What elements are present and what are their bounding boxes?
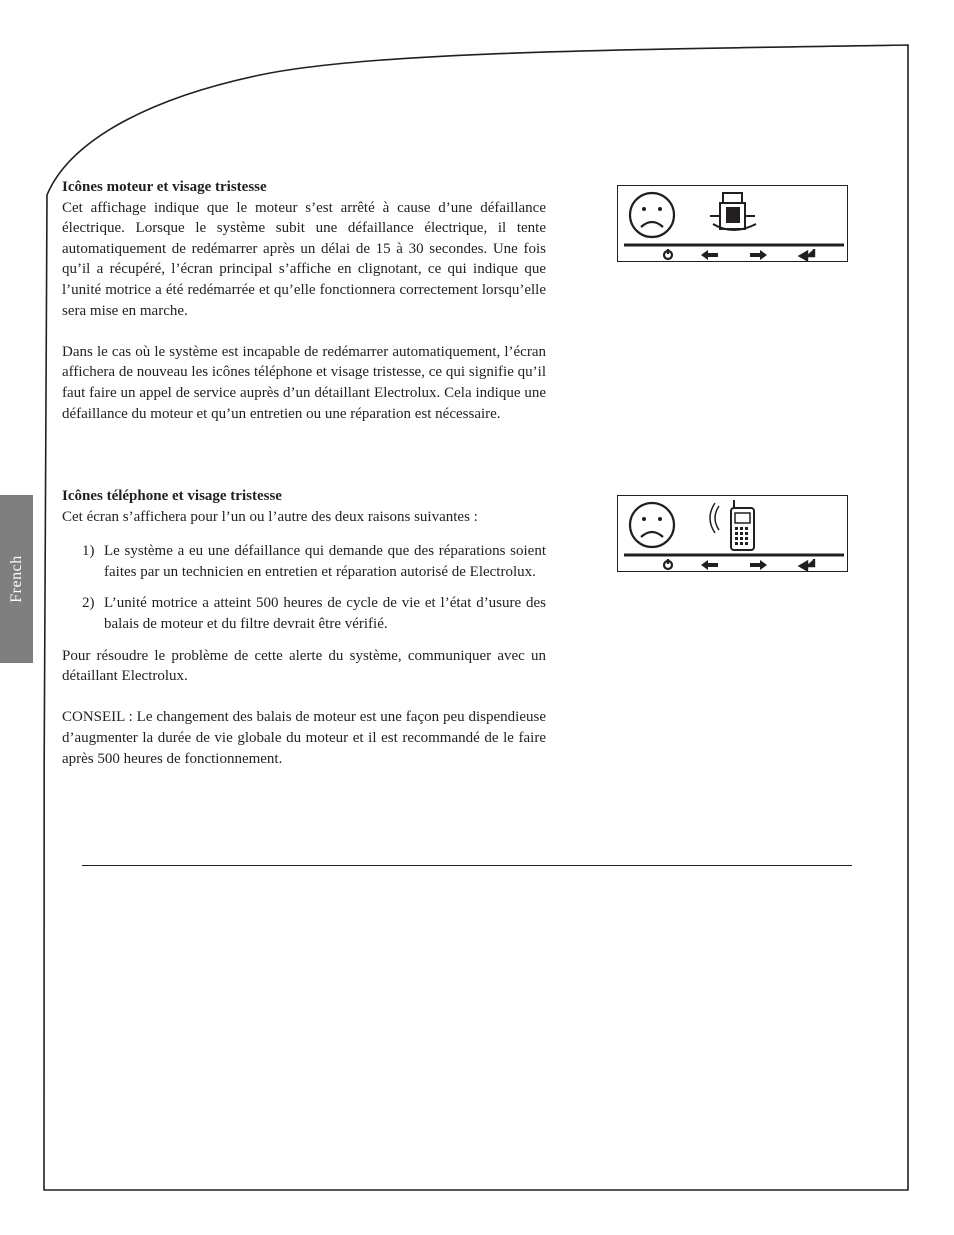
reasons-list	[62, 541, 546, 634]
list-item-number: 2)	[82, 595, 95, 612]
sad-face-icon	[630, 503, 674, 547]
enter-icon	[800, 249, 814, 260]
section-motor-paragraph-2: Dans le cas où le système est incapable de redémarrer automatiquement, l’écran affichera de nouveau les icônes téléphone et visage tristesse, ce qui signifie qu’il faut faire un appel de service auprès d’un détaillant Electrolux. Cela indique une défaillance du moteur et qu’un entretien ou une réparation est nécessaire.	[62, 343, 546, 422]
section-motor	[62, 177, 546, 424]
language-tab-label: French	[7, 555, 25, 603]
lcd-display-motor	[617, 185, 848, 262]
power-icon	[664, 559, 672, 569]
divider	[82, 865, 852, 866]
section-motor-paragraph-1: Cet affichage indique que le moteur s’est arrêté à cause d’une défaillance électrique. Lorsque le système subit une défaillance électrique, il tente automatiquement de redémarrer après un délai de 15 à 30 secondes. Une fois qu’il a récupéré, l’écran principal s’affiche en clignotant, ce qui indique que l’unité motrice a été redémarrée et qu’elle fonctionnera correctement lorsqu’elle sera mise en marche.	[62, 199, 546, 319]
list-item-number: 1)	[82, 543, 95, 560]
language-tab	[0, 495, 33, 663]
lcd-display-phone	[617, 495, 848, 572]
section-phone-resolve: Pour résoudre le problème de cette alerte du système, communiquer avec un détaillant Electrolux.	[62, 647, 546, 685]
section-phone-title: Icônes téléphone et visage tristesse	[62, 488, 282, 504]
sad-face-icon	[630, 193, 674, 237]
section-motor-title: Icônes moteur et visage tristesse	[62, 179, 267, 195]
section-phone	[62, 486, 546, 769]
arrow-left-icon	[701, 560, 718, 570]
arrow-right-icon	[750, 560, 767, 570]
section-phone-tip: CONSEIL : Le changement des balais de moteur est une façon peu dispendieuse d’augmenter la durée de vie globale du moteur et il est recommandé de le faire après 500 heures de fonctionnement.	[62, 709, 546, 767]
arrow-left-icon	[701, 250, 718, 260]
phone-icon	[710, 500, 754, 550]
list-item	[62, 593, 546, 634]
power-icon	[664, 249, 672, 259]
section-phone-intro: Cet écran s’affichera pour l’un ou l’autre des deux raisons suivantes :	[62, 508, 478, 525]
motor-icon	[710, 193, 756, 230]
list-item	[62, 541, 546, 582]
list-item-text: Le système a eu une défaillance qui demande que des réparations soient faites par un technicien en entretien et réparation autorisé de Electrolux.	[104, 543, 546, 580]
arrow-right-icon	[750, 250, 767, 260]
list-item-text: L’unité motrice a atteint 500 heures de cycle de vie et l’état d’usure des balais de moteur et du filtre devrait être vérifié.	[104, 595, 546, 632]
enter-icon	[800, 559, 814, 570]
